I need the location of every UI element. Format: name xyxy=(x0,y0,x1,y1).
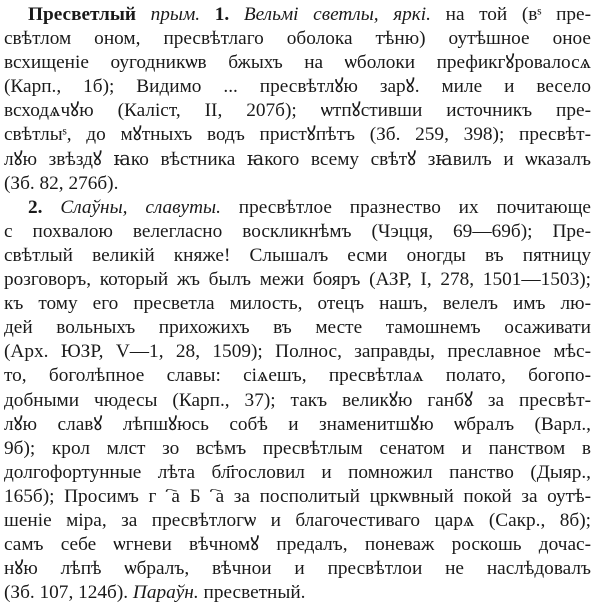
citation-line: къ тому его пресветла милость, отецъ нашъ, велелъ имъ лю- xyxy=(4,293,591,315)
citation-line: лꙋю славꙋ лѣпшꙋюсь собѣ и знаменитшꙋю ѡбралъ (Варл., xyxy=(4,413,591,435)
citation-line: 9б); крол млст зо всѣмъ пресвѣтлым сенатом и панством в xyxy=(4,437,591,459)
sense-number-2: 2. xyxy=(28,196,43,218)
citation-line: свѣтлыˢ, до мꙋтныхъ водъ пристꙋпѣтъ (Зб. 259, 398); пресвѣт- xyxy=(4,124,591,146)
compare-word: пресветный. xyxy=(203,582,306,604)
citation-line: свѣтлый великій княже! Слышалъ есми оногды въ пятницу xyxy=(4,244,591,266)
citation-line: (Зб. 82, 276б). xyxy=(4,172,119,194)
citation-line: долгофортунные лѣта бл҃гословил и помножил панство (Дыяр., xyxy=(4,461,591,483)
citation-line: с похвалою велегласно воскликнѣмъ (Чэцця, 69—69б); Пре- xyxy=(4,220,591,242)
citation-line: свѣтлом оном, пресвѣтлаго оболока тѣню) оутѣшное оное xyxy=(4,28,591,50)
citation-line: лꙋю звѣздꙋ ꙗко вѣстника ꙗкого всему свѣтꙋ зꙗвилъ и ѡказалъ xyxy=(4,148,591,170)
citation-text: на той (вˢ пре- xyxy=(445,4,591,25)
citation-text: (Зб. 107, 124б). xyxy=(4,582,129,604)
citation-line: шеніе міра, за пресвѣтлогѡ и благочестиваго царѧ (Сакр., 8б); xyxy=(4,509,591,531)
compare-label: Параўн. xyxy=(132,582,199,604)
part-of-speech: прым. xyxy=(150,4,201,25)
headword: Пресветлый xyxy=(28,4,137,25)
citation-line: то, боголѣпное славы: сіѧешъ, пресвѣтлаѧ полато, богопо- xyxy=(4,365,591,387)
sense-gloss-2: Слаўны, славуты. xyxy=(60,196,221,218)
citation-line-final xyxy=(4,581,591,605)
citation-line: добными чюдесы (Карп., 37); такъ великꙋю ганбꙋ за пресвѣт- xyxy=(4,389,591,411)
citation-line: всходѧчꙋю (Каліст, II, 207б); ѡтпꙋстивши источникъ пре- xyxy=(4,100,591,122)
citation-line: дей вольныхъ прихожихъ въ месте тамошнемъ осаживати xyxy=(4,317,591,339)
citation-line: (Карп., 1б); Видимо ... пресвѣтлꙋю зарꙋ. миле и весело xyxy=(4,76,591,98)
citation-line: (Арх. ЮЗР, V—1, 28, 1509); Полнос, заправды, преславное мѣс- xyxy=(4,341,591,363)
citation-line: розговоръ, который жъ былъ межи бояръ (АЗР, I, 278, 1501—1503); xyxy=(4,269,591,291)
citation-line: 165б); Просимъ гⷭ҇а Бⷢ҇а за посполитый цркѡвный покой за оутѣ- xyxy=(4,485,591,507)
entry-line-sense-2 xyxy=(4,196,591,220)
entry-line-1 xyxy=(4,3,591,27)
citation-line: всхищеніе оугодникѡв бжыхъ на ѡболоки префикгꙋровалосѧ xyxy=(4,52,591,74)
citation-line: нꙋю лѣпѣ ѡбралъ, вѣчнои и пресвѣтлои не наслѣдовалъ xyxy=(4,558,591,580)
citation-line: самъ себе ѡгневи вѣчномꙋ предалъ, поневаж роскошь дочас- xyxy=(4,534,591,556)
citation-text: пресвѣтлое празнество их почитающе xyxy=(238,196,591,218)
sense-gloss-1: Вельмі светлы, яркі. xyxy=(243,4,431,25)
sense-number-1: 1. xyxy=(214,4,230,25)
